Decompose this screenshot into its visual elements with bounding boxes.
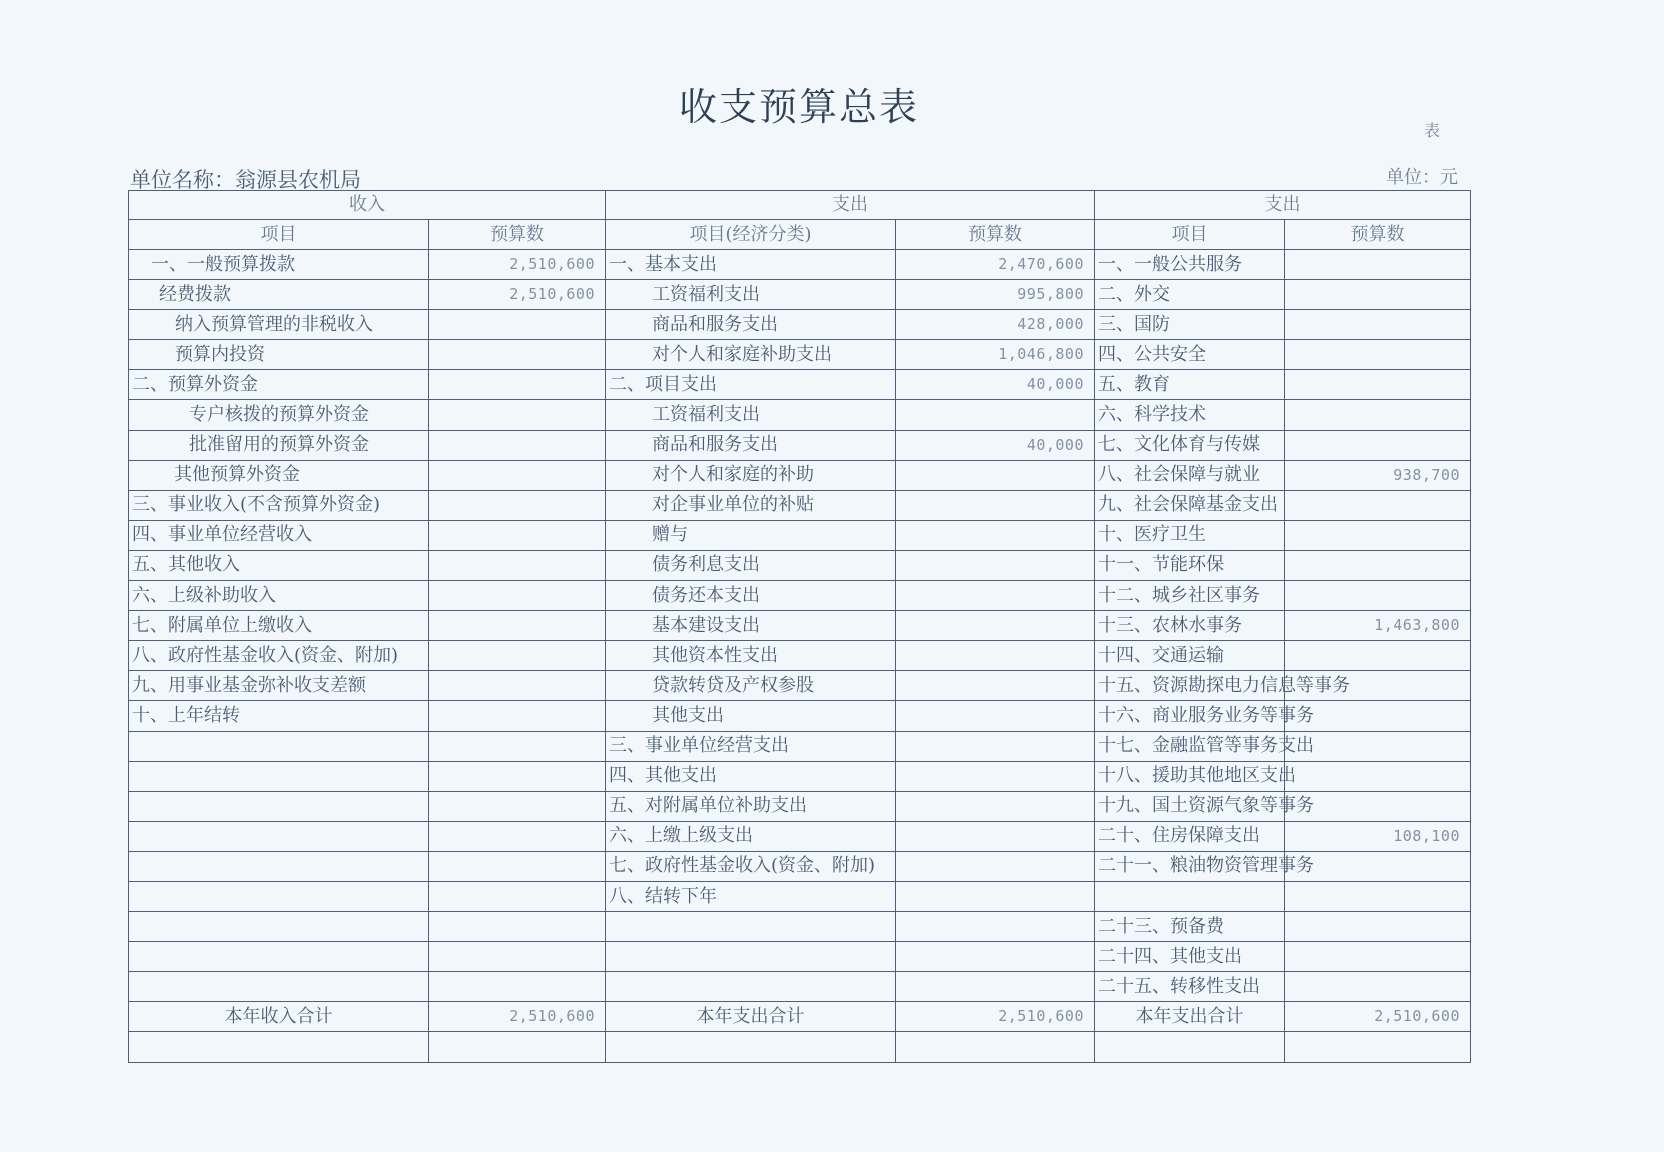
expense-econ-budget	[896, 641, 1095, 671]
blank-row	[129, 1032, 1471, 1062]
income-budget	[429, 821, 606, 851]
expense-econ-budget	[896, 731, 1095, 761]
expense-func-item: 九、社会保障基金支出	[1095, 490, 1285, 520]
income-budget	[429, 400, 606, 430]
income-item: 九、用事业基金弥补收支差额	[129, 671, 429, 701]
expense-func-item: 十五、资源勘探电力信息等事务	[1095, 671, 1285, 701]
expense-func-item: 二十一、粮油物资管理事务	[1095, 851, 1285, 881]
expense-econ-item: 工资福利支出	[606, 400, 896, 430]
table-row	[129, 851, 1471, 881]
income-item: 六、上级补助收入	[129, 581, 429, 611]
expense-func-item: 十二、城乡社区事务	[1095, 581, 1285, 611]
expense-econ-budget: 40,000	[896, 370, 1095, 400]
blank-cell	[606, 1032, 896, 1062]
expense-func-budget	[1285, 520, 1471, 550]
expense-econ-item: 其他资本性支出	[606, 641, 896, 671]
income-budget	[429, 671, 606, 701]
table-row	[129, 611, 1471, 641]
expense-econ-item: 二、项目支出	[606, 370, 896, 400]
expense-econ-budget	[896, 851, 1095, 881]
expense-econ-budget	[896, 400, 1095, 430]
header-budget-2: 预算数	[896, 220, 1095, 250]
expense-econ-budget	[896, 520, 1095, 550]
income-item: 批准留用的预算外资金	[129, 430, 429, 460]
expense-econ-item: 一、基本支出	[606, 250, 896, 280]
income-item	[129, 942, 429, 972]
expense-func-item: 十九、国土资源气象等事务	[1095, 791, 1285, 821]
income-item: 四、事业单位经营收入	[129, 520, 429, 550]
income-budget	[429, 310, 606, 340]
expense-func-budget	[1285, 340, 1471, 370]
income-item: 二、预算外资金	[129, 370, 429, 400]
expense-econ-budget: 2,470,600	[896, 250, 1095, 280]
expense-econ-budget	[896, 761, 1095, 791]
expense-func-item: 十、医疗卫生	[1095, 520, 1285, 550]
expense-func-budget	[1285, 550, 1471, 580]
income-item	[129, 972, 429, 1002]
expense-econ-budget: 428,000	[896, 310, 1095, 340]
income-budget	[429, 520, 606, 550]
page-title: 收支预算总表	[678, 85, 919, 129]
blank-cell	[1095, 1032, 1285, 1062]
income-item: 一、一般预算拨款	[129, 250, 429, 280]
table-row	[129, 671, 1471, 701]
expense-econ-item: 商品和服务支出	[606, 430, 896, 460]
expense-func-budget	[1285, 641, 1471, 671]
expense-econ-budget	[896, 490, 1095, 520]
expense-func-item: 五、教育	[1095, 370, 1285, 400]
header-item-3: 项目	[1095, 220, 1285, 250]
income-item: 经费拨款	[129, 280, 429, 310]
expense-econ-item	[606, 912, 896, 942]
income-item: 八、政府性基金收入(资金、附加)	[129, 641, 429, 671]
expense-econ-budget: 40,000	[896, 430, 1095, 460]
unit-name: 单位名称：翁源县农机局	[130, 168, 361, 192]
income-item: 十、上年结转	[129, 701, 429, 731]
income-budget	[429, 460, 606, 490]
expense-func-item: 三、国防	[1095, 310, 1285, 340]
blank-cell	[1285, 1032, 1471, 1062]
expense-econ-item: 对个人和家庭的补助	[606, 460, 896, 490]
expense-econ-item: 七、政府性基金收入(资金、附加)	[606, 851, 896, 881]
expense-func-item: 十四、交通运输	[1095, 641, 1285, 671]
table-row	[129, 731, 1471, 761]
income-total-value: 2,510,600	[429, 1002, 606, 1032]
expense-func-budget	[1285, 250, 1471, 280]
blank-cell	[896, 1032, 1095, 1062]
expense-func-item: 二十、住房保障支出	[1095, 821, 1285, 851]
table-number: 表	[1424, 121, 1441, 140]
expense-func-total-value: 2,510,600	[1285, 1002, 1471, 1032]
expense-econ-budget	[896, 912, 1095, 942]
table-row	[129, 550, 1471, 580]
header-income: 收入	[129, 191, 606, 220]
expense-func-item	[1095, 881, 1285, 911]
expense-func-budget: 1,463,800	[1285, 611, 1471, 641]
expense-econ-total-value: 2,510,600	[896, 1002, 1095, 1032]
income-budget	[429, 761, 606, 791]
expense-econ-total-label: 本年支出合计	[606, 1002, 896, 1032]
expense-func-budget	[1285, 370, 1471, 400]
income-budget	[429, 581, 606, 611]
expense-func-item: 十三、农林水事务	[1095, 611, 1285, 641]
expense-econ-item: 八、结转下年	[606, 881, 896, 911]
income-budget	[429, 731, 606, 761]
expense-func-budget	[1285, 310, 1471, 340]
income-budget	[429, 942, 606, 972]
expense-func-item: 六、科学技术	[1095, 400, 1285, 430]
table-row	[129, 881, 1471, 911]
expense-econ-item: 债务还本支出	[606, 581, 896, 611]
header-expense-functional: 支出	[1095, 191, 1471, 220]
expense-econ-budget	[896, 671, 1095, 701]
income-item	[129, 821, 429, 851]
table-row	[129, 460, 1471, 490]
header-row-columns	[129, 220, 1471, 250]
table-row	[129, 430, 1471, 460]
expense-func-budget	[1285, 400, 1471, 430]
table-row	[129, 340, 1471, 370]
expense-econ-item	[606, 972, 896, 1002]
income-budget	[429, 430, 606, 460]
expense-func-budget	[1285, 942, 1471, 972]
expense-econ-item: 商品和服务支出	[606, 310, 896, 340]
expense-econ-budget	[896, 581, 1095, 611]
income-item	[129, 761, 429, 791]
income-budget	[429, 340, 606, 370]
table-row	[129, 791, 1471, 821]
expense-func-budget	[1285, 490, 1471, 520]
expense-econ-item: 基本建设支出	[606, 611, 896, 641]
income-item: 专户核拨的预算外资金	[129, 400, 429, 430]
expense-func-item: 十六、商业服务业务等事务	[1095, 701, 1285, 731]
table-row	[129, 972, 1471, 1002]
table-row	[129, 821, 1471, 851]
header-row-groups	[129, 191, 1471, 220]
income-budget	[429, 881, 606, 911]
totals-row	[129, 1002, 1471, 1032]
expense-func-budget	[1285, 761, 1471, 791]
blank-cell	[429, 1032, 606, 1062]
expense-econ-budget	[896, 881, 1095, 911]
table-row	[129, 400, 1471, 430]
table-row	[129, 520, 1471, 550]
income-budget	[429, 611, 606, 641]
expense-econ-item: 对企事业单位的补贴	[606, 490, 896, 520]
expense-econ-item	[606, 942, 896, 972]
income-item	[129, 881, 429, 911]
expense-econ-budget	[896, 942, 1095, 972]
income-budget	[429, 490, 606, 520]
expense-func-item: 二十三、预备费	[1095, 912, 1285, 942]
expense-econ-item: 贷款转贷及产权参股	[606, 671, 896, 701]
expense-func-budget	[1285, 972, 1471, 1002]
table-row	[129, 942, 1471, 972]
header-item-economic: 项目(经济分类)	[606, 220, 896, 250]
income-item: 七、附属单位上缴收入	[129, 611, 429, 641]
expense-func-budget	[1285, 581, 1471, 611]
expense-econ-item: 其他支出	[606, 701, 896, 731]
header-item: 项目	[129, 220, 429, 250]
expense-econ-budget	[896, 550, 1095, 580]
income-budget	[429, 972, 606, 1002]
expense-econ-budget: 995,800	[896, 280, 1095, 310]
header-budget: 预算数	[429, 220, 606, 250]
currency-unit: 单位：元	[1386, 167, 1458, 188]
expense-econ-item: 三、事业单位经营支出	[606, 731, 896, 761]
expense-func-budget: 108,100	[1285, 821, 1471, 851]
expense-econ-budget	[896, 701, 1095, 731]
income-item: 纳入预算管理的非税收入	[129, 310, 429, 340]
expense-func-item: 一、一般公共服务	[1095, 250, 1285, 280]
expense-func-item: 四、公共安全	[1095, 340, 1285, 370]
table-row	[129, 701, 1471, 731]
expense-econ-item: 四、其他支出	[606, 761, 896, 791]
expense-econ-item: 五、对附属单位补助支出	[606, 791, 896, 821]
income-budget	[429, 912, 606, 942]
income-budget	[429, 791, 606, 821]
income-item: 其他预算外资金	[129, 460, 429, 490]
table-row	[129, 761, 1471, 791]
expense-func-item: 二、外交	[1095, 280, 1285, 310]
income-budget: 2,510,600	[429, 280, 606, 310]
expense-func-item: 十八、援助其他地区支出	[1095, 761, 1285, 791]
expense-econ-item: 六、上缴上级支出	[606, 821, 896, 851]
table-row	[129, 280, 1471, 310]
table-row	[129, 912, 1471, 942]
table-row	[129, 490, 1471, 520]
expense-func-total-label: 本年支出合计	[1095, 1002, 1285, 1032]
expense-econ-budget	[896, 460, 1095, 490]
expense-econ-budget	[896, 972, 1095, 1002]
income-item	[129, 791, 429, 821]
income-item	[129, 851, 429, 881]
expense-econ-budget	[896, 791, 1095, 821]
income-item	[129, 731, 429, 761]
header-expense-economic: 支出	[606, 191, 1095, 220]
expense-func-item: 八、社会保障与就业	[1095, 460, 1285, 490]
expense-econ-budget: 1,046,800	[896, 340, 1095, 370]
table-row	[129, 370, 1471, 400]
expense-func-item: 二十四、其他支出	[1095, 942, 1285, 972]
income-budget	[429, 701, 606, 731]
income-item	[129, 912, 429, 942]
income-item: 三、事业收入(不含预算外资金)	[129, 490, 429, 520]
income-budget	[429, 641, 606, 671]
table-row	[129, 250, 1471, 280]
expense-func-budget	[1285, 280, 1471, 310]
header-budget-3: 预算数	[1285, 220, 1471, 250]
table-row	[129, 641, 1471, 671]
expense-func-item: 十七、金融监管等事务支出	[1095, 731, 1285, 761]
income-budget	[429, 550, 606, 580]
expense-econ-item: 工资福利支出	[606, 280, 896, 310]
budget-table	[128, 190, 1471, 1063]
expense-econ-item: 债务利息支出	[606, 550, 896, 580]
expense-econ-budget	[896, 821, 1095, 851]
expense-econ-item: 对个人和家庭补助支出	[606, 340, 896, 370]
expense-econ-item: 赠与	[606, 520, 896, 550]
income-budget	[429, 851, 606, 881]
expense-func-budget: 938,700	[1285, 460, 1471, 490]
income-item: 五、其他收入	[129, 550, 429, 580]
income-budget	[429, 370, 606, 400]
income-budget: 2,510,600	[429, 250, 606, 280]
expense-func-item: 十一、节能环保	[1095, 550, 1285, 580]
table-row	[129, 581, 1471, 611]
expense-func-item: 二十五、转移性支出	[1095, 972, 1285, 1002]
expense-func-budget	[1285, 912, 1471, 942]
table-row	[129, 310, 1471, 340]
income-item: 预算内投资	[129, 340, 429, 370]
expense-func-item: 七、文化体育与传媒	[1095, 430, 1285, 460]
expense-func-budget	[1285, 430, 1471, 460]
expense-func-budget	[1285, 881, 1471, 911]
blank-cell	[129, 1032, 429, 1062]
expense-econ-budget	[896, 611, 1095, 641]
income-total-label: 本年收入合计	[129, 1002, 429, 1032]
